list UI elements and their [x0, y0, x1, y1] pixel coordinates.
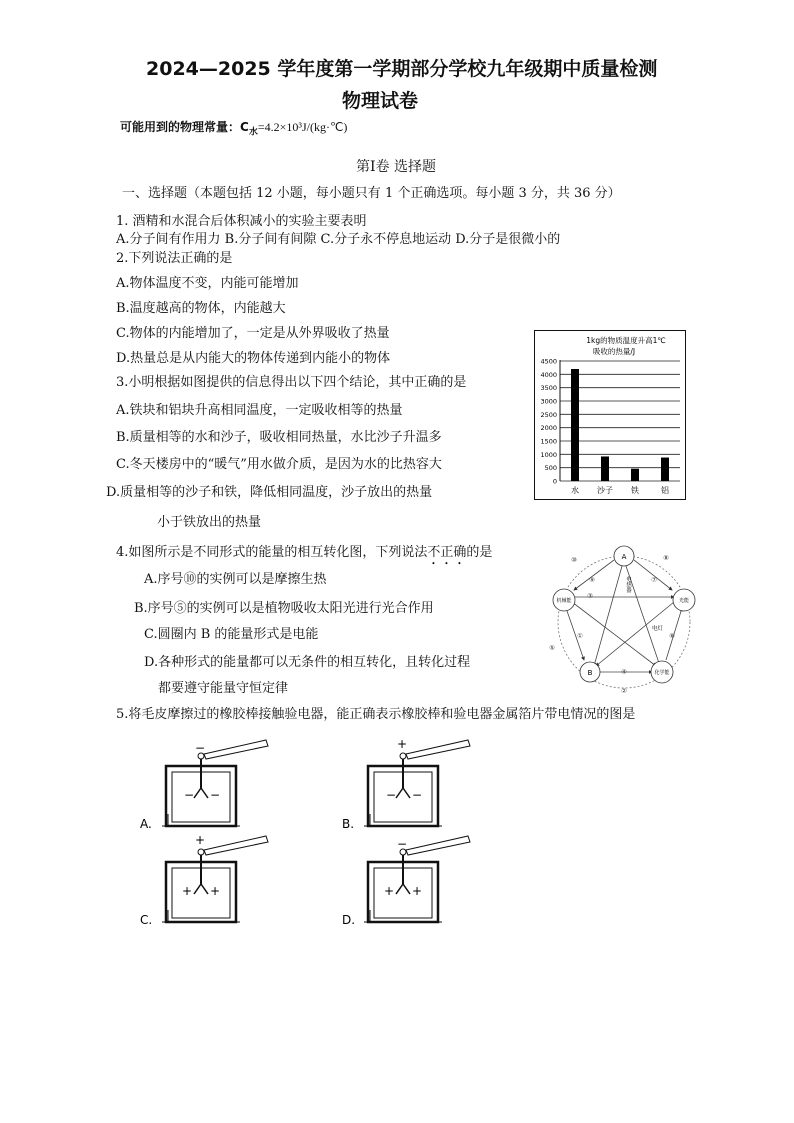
leaf-left-charge: +	[182, 884, 193, 898]
rod-charge: −	[195, 741, 206, 755]
chart-title-line1: 1kg的物质温度升高1℃	[586, 336, 666, 345]
chart-title-line2: 吸收的热量/J	[592, 347, 636, 356]
arrow-A-to-light	[634, 560, 672, 590]
electroscope-option-c	[140, 832, 280, 932]
num-3: ③	[587, 592, 593, 600]
rod-charge: −	[397, 837, 408, 851]
option-a-label: A.	[140, 817, 152, 831]
num-10: ⑩	[571, 556, 577, 564]
constant-sub: 水	[248, 127, 258, 138]
num-8: ⑧	[663, 554, 669, 562]
y-tick-label: 3500	[540, 384, 557, 393]
x-tick-label: 铁	[631, 486, 639, 495]
exam-title: 2024—2025 学年度第一学期部分学校九年级期中质量检测	[146, 58, 658, 80]
x-tick-label: 铝	[661, 486, 669, 495]
q4-stem-pre: 4.如图所示是不同形式的能量的相互转化图，下列说法	[116, 545, 428, 560]
x-tick-label: 水	[571, 486, 579, 495]
y-tick-label: 4000	[540, 370, 557, 379]
leaf-left-charge: −	[184, 788, 195, 802]
y-tick-label: 0	[552, 477, 557, 486]
option-b-label: B.	[342, 817, 355, 831]
exam-subtitle: 物理试卷	[342, 90, 419, 112]
num-2: ②	[621, 687, 627, 695]
q1-options: A.分子间有作用力 B.分子间有间隙 C.分子永不停息地运动 D.分子是很微小的	[116, 232, 561, 247]
leaf-right-charge: +	[210, 884, 221, 898]
q4-stem-emphasis: 不正确	[427, 545, 467, 560]
leaf-right-charge: −	[210, 788, 221, 802]
q4-option-a: A.序号⑩的实例可以是摩擦生热	[144, 572, 327, 587]
q4-option-d-line2: 都要遵守能量守恒定律	[158, 681, 289, 696]
node-light-label: 光能	[678, 598, 690, 604]
num-4: ④	[621, 668, 627, 676]
label-heater: 电热器	[625, 576, 631, 593]
y-tick-label: 1500	[540, 437, 557, 446]
q2-option-c: C.物体的内能增加了，一定是从外界吸收了热量	[116, 326, 390, 341]
rod-charge: +	[195, 833, 206, 847]
physical-constant	[120, 118, 347, 137]
q3-option-d-line2: 小于铁放出的热量	[157, 515, 262, 530]
num-6: ⑥	[669, 632, 675, 640]
x-tick-label: 沙子	[597, 486, 613, 495]
leaf-right-charge: +	[412, 884, 423, 898]
q3-option-a: A.铁块和铝块升高相同温度，一定吸收相等的热量	[116, 403, 403, 418]
y-tick-label: 4500	[540, 357, 557, 366]
arrow-A-to-mech	[574, 560, 614, 590]
q2-option-a: A.物体温度不变，内能可能增加	[116, 276, 299, 291]
section-title: 第Ⅰ卷 选择题	[356, 159, 436, 175]
q4-stem-post: 的是	[466, 545, 493, 560]
num-1: ①	[577, 632, 583, 640]
arrow-mech-to-chemical	[572, 602, 656, 666]
q2-stem: 2.下列说法正确的是	[116, 251, 233, 266]
q3-stem: 3.小明根据如图提供的信息得出以下四个结论，其中正确的是	[116, 375, 467, 390]
num-7: ⑦	[651, 576, 657, 584]
constant-label: 可能用到的物理常量：C	[120, 120, 249, 134]
y-tick-label: 1000	[540, 450, 557, 459]
constant-value: =4.2×10³J/(kg·℃)	[257, 120, 348, 134]
option-d-label: D.	[342, 913, 356, 927]
q4-option-c: C.圆圈内 B 的能量形式是电能	[144, 627, 319, 642]
node-chemical-label: 化学能	[654, 670, 670, 676]
bar-铁	[631, 469, 639, 481]
num-9: ⑨	[589, 576, 595, 584]
q2-option-b: B.温度越高的物体，内能越大	[116, 301, 286, 316]
q2-option-d: D.热量总是从内能大的物体传递到内能小的物体	[116, 351, 391, 366]
y-tick-label: 2500	[540, 410, 557, 419]
arrow-light-to-B	[596, 602, 674, 666]
specific-heat-chart	[534, 330, 686, 500]
q3-option-d-line1: D.质量相等的沙子和铁，降低相同温度，沙子放出的热量	[106, 485, 433, 500]
leaf-left-charge: −	[386, 788, 397, 802]
label-lamp: 电灯	[652, 626, 664, 632]
num-5: ⑤	[549, 644, 555, 652]
q4-option-b: B.序号⑤的实例可以是植物吸收太阳光进行光合作用	[134, 601, 434, 616]
q1-stem: 1. 酒精和水混合后体积减小的实验主要表明	[116, 214, 367, 229]
node-A-label: A	[621, 553, 627, 561]
energy-conversion-diagram	[544, 540, 704, 700]
q3-option-b: B.质量相等的水和沙子，吸收相同热量，水比沙子升温多	[116, 430, 442, 445]
leaf-right-charge: −	[412, 788, 423, 802]
q5-stem: 5.将毛皮摩擦过的橡胶棒接触验电器，能正确表示橡胶棒和验电器金属箔片带电情况的图是	[116, 707, 636, 722]
q3-option-c: C.冬天楼房中的“暖气”用水做介质，是因为水的比热容大	[116, 457, 442, 472]
q4-stem	[116, 545, 492, 568]
electroscope-option-b	[342, 736, 482, 836]
option-c-label: C.	[140, 913, 153, 927]
electroscope-option-a	[140, 736, 280, 836]
bar-铝	[661, 458, 669, 481]
y-tick-label: 500	[544, 464, 557, 473]
electroscope-option-d	[342, 832, 482, 932]
node-mechanical-label: 机械能	[556, 598, 572, 604]
rod-charge: +	[397, 737, 408, 751]
bar-水	[571, 369, 579, 481]
arrow-A-to-B	[594, 566, 622, 666]
leaf-left-charge: +	[384, 884, 395, 898]
node-B-label: B	[587, 669, 593, 677]
q4-option-d-line1: D.各种形式的能量都可以无条件的相互转化，且转化过程	[144, 655, 471, 670]
y-tick-label: 3000	[540, 397, 557, 406]
y-tick-label: 2000	[540, 424, 557, 433]
bar-沙子	[601, 456, 609, 481]
section-instruction: 一、选择题（本题包括 12 小题，每小题只有 1 个正确选项。每小题 3 分，共 36 分）	[122, 186, 621, 201]
